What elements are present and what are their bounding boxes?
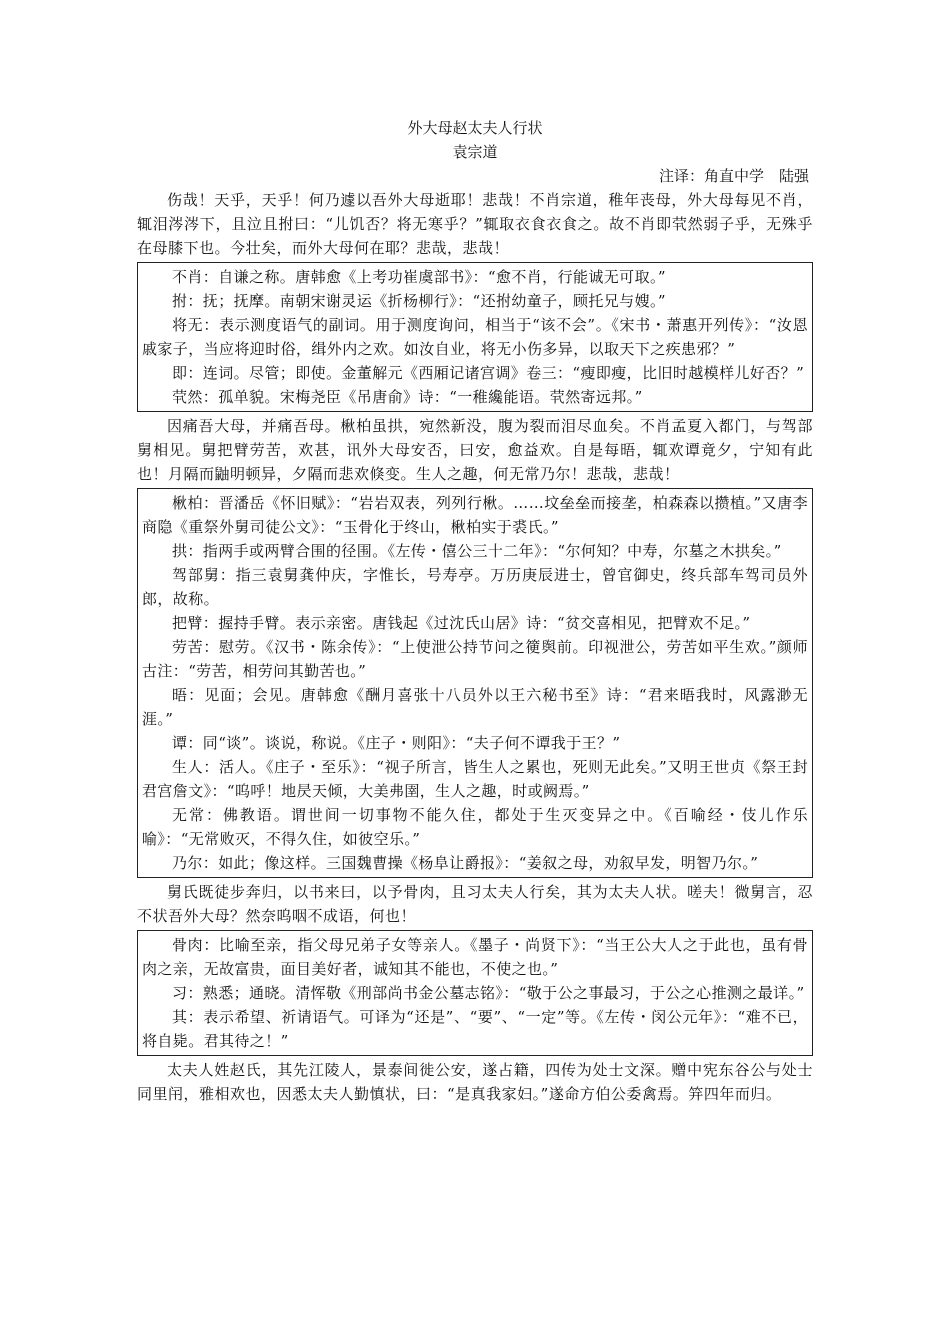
annotation-box xyxy=(137,930,813,1056)
annotation-entry: 拊：抚；抚摩。南朝宋谢灵运《折杨柳行》：“还拊幼童子，顾托兄与嫂。” xyxy=(172,292,666,310)
annotation-box xyxy=(137,488,813,878)
annotation-entry: 不肖：自谦之称。唐韩愈《上考功崔虞部书》：“愈不肖，行能诚无可取。” xyxy=(172,268,666,286)
annotation-entry: 骨肉：比喻至亲，指父母兄弟子女等亲人。《墨子・尚贤下》：“当王公大人之于此也，虽有骨肉之亲，无故富贵，面目美好者，诚知其不能也，不使之也。” xyxy=(142,936,808,978)
body-paragraph: 因痛吾大母，并痛吾母。楸柏虽拱，宛然新没，腹为裂而泪尽血矣。不肖孟夏入都门，与驾部舅相见。舅把臂劳苦，欢甚，讯外大母安否，曰安，愈益欢。自是每晤，辄欢谭竟夕，宁知有此也！月隔而鼬明顿异，夕隔而悲欢倏变。生人之趣，何无常乃尔！悲哉，悲哉！ xyxy=(137,417,813,483)
annotation-entry: 楸柏：晋潘岳《怀旧赋》：“岩岩双表，列列行楸。……坟垒垒而接垄，柏森森以攒植。”又唐李商隐《重祭外舅司徒公文》：“玉骨化于终山，楸柏实于裘氏。” xyxy=(142,494,808,536)
body-paragraph: 太夫人姓赵氏，其先江陵人，景泰间徙公安，遂占籍，四传为处士文深。赠中宪东谷公与处士同里闬，雅相欢也，因悉太夫人勤慎状，曰：“是真我家妇。”遂命方伯公委禽焉。笄四年而归。 xyxy=(137,1061,813,1103)
annotation-entry: 习：熟悉；通晓。清恽敬《刑部尚书金公墓志铭》：“敬于公之事最习，于公之心推测之最详。” xyxy=(172,984,805,1002)
annotation-entry: 生人：活人。《庄子・至乐》：“视子所言，皆生人之累也，死则无此矣。”又明王世贞《祭王封君宫詹文》：“呜呼！地昃天倾，大美弗圉，生人之趣，时或阙焉。” xyxy=(142,758,808,800)
annotation-box xyxy=(137,262,813,412)
annotation-entry: 拱：指两手或两臂合围的径围。《左传・僖公三十二年》：“尔何知？中寿，尔墓之木拱矣。” xyxy=(172,542,782,560)
annotation-entry: 乃尔：如此；像这样。三国魏曹操《杨阜让爵报》：“姜叙之母，劝叙早发，明智乃尔。” xyxy=(172,854,759,872)
document-page xyxy=(137,116,813,1106)
body-paragraph: 舅氏既徒步奔归，以书来曰，以予骨肉，且习太夫人行矣，其为太夫人状。嗟夫！微舅言，忍不状吾外大母？然奈呜咽不成语，何也！ xyxy=(137,883,813,925)
author-name: 袁宗道 xyxy=(452,143,498,161)
annotation-entry: 晤：见面；会见。唐韩愈《酬月喜张十八员外以王六秘书至》诗：“君来晤我时，风露渺无涯。” xyxy=(142,686,808,728)
annotation-entry: 把臂：握持手臂。表示亲密。唐钱起《过沈氏山居》诗：“贫交喜相见，把臂欢不足。” xyxy=(172,614,751,632)
annotation-entry: 茕然：孤单貌。宋梅尧臣《吊唐俞》诗：“一稚纔能语。茕然寄远邦。” xyxy=(172,388,643,406)
document-title: 外大母赵太夫人行状 xyxy=(407,119,543,137)
annotation-entry: 将无：表示测度语气的副词。用于测度询问，相当于“该不会”。《宋书・萧惠开列传》：“汝恩戚家子，当应将迎时俗，缉外内之欢。如汝自业，将无小伤多异，以取天下之疾患邪？” xyxy=(142,316,808,358)
annotation-entry: 驾部舅：指三袁舅龚仲庆，字惟长，号寿亭。万历庚辰进士，曾官御史，终兵部车驾司员外郎，故称。 xyxy=(142,566,808,608)
annotation-entry: 谭：同“谈”。谈说，称说。《庄子・则阳》：“夫子何不谭我于王？” xyxy=(172,734,621,752)
annotator-credit: 注译：角直中学 陆强 xyxy=(658,167,809,185)
annotation-entry: 劳苦：慰劳。《汉书・陈余传》：“上使泄公持节问之箯舆前。印视泄公，劳苦如平生欢。”颜师古注：“劳苦，相劳问其勤苦也。” xyxy=(142,638,808,680)
annotation-entry: 无常：佛教语。谓世间一切事物不能久住，都处于生灭变异之中。《百喻经・伎儿作乐喻》：“无常败灭，不得久住，如彼空乐。” xyxy=(142,806,808,848)
annotation-entry: 其：表示希望、祈请语气。可译为“还是”、“要”、“一定”等。《左传・闵公元年》：“难不已，将自毙。君其待之！” xyxy=(142,1008,808,1050)
annotation-entry: 即：连词。尽管；即使。金董解元《西厢记诸宫调》卷三：“瘦即瘦，比旧时越模样儿好否？” xyxy=(172,364,805,382)
body-paragraph: 伤哉！天乎，天乎！何乃遽以吾外大母逝耶！悲哉！不肖宗道，稚年丧母，外大母每见不肖，辄泪涔涔下，且泣且拊曰：“儿饥否？将无寒乎？”辄取衣食衣食之。故不肖即茕然弱子乎，无殊乎在母膝下也。今壮矣，而外大母何在耶？悲哉，悲哉！ xyxy=(137,191,813,257)
